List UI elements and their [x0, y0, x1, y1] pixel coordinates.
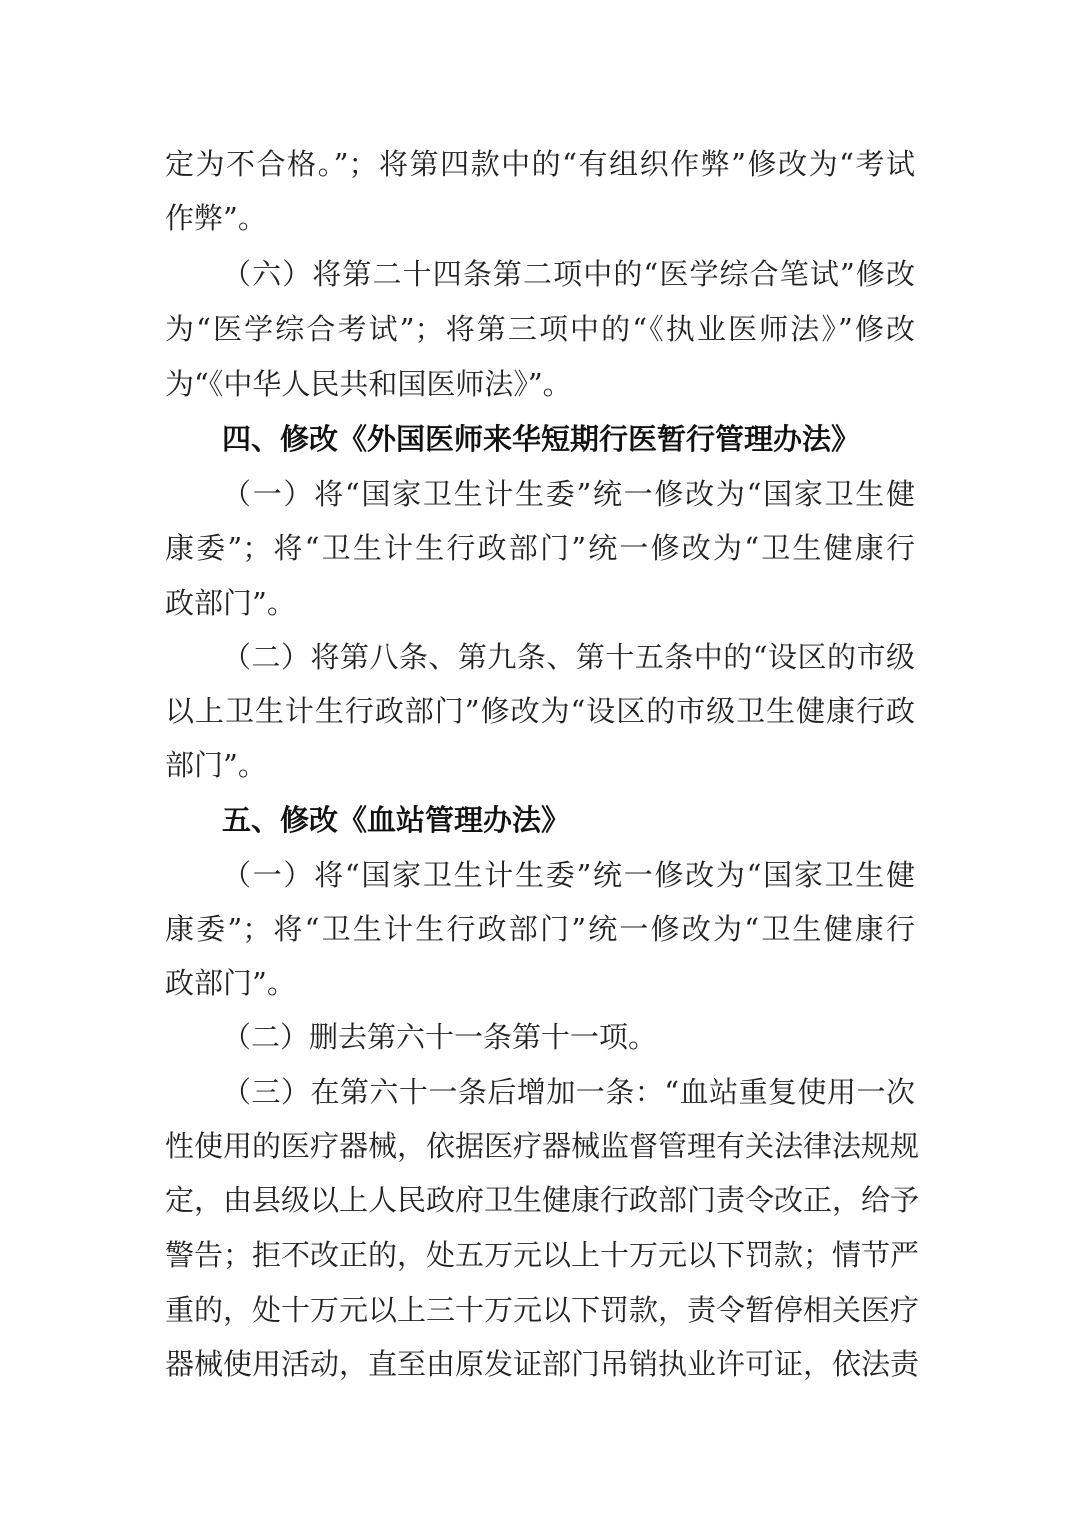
- text-line: 性使用的医疗器械，依据医疗器械监督管理有关法律法规规: [165, 1129, 920, 1163]
- section-heading-four: 四、修改《外国医师来华短期行医暂行管理办法》: [222, 422, 861, 456]
- paragraph-item-two: （二）将第八条、第九条、第十五条中的“设区的市级: [222, 640, 915, 674]
- text-line: 定，由县级以上人民政府卫生健康行政部门责令改正，给予: [165, 1183, 920, 1217]
- paragraph-item-three: （三）在第六十一条后增加一条：“血站重复使用一次: [222, 1075, 915, 1109]
- text-line: 为“医学综合考试”；将第三项中的“《执业医师法》”修改: [165, 312, 915, 346]
- section-heading-five: 五、修改《血站管理办法》: [222, 803, 571, 837]
- text-line: 以上卫生计生行政部门”修改为“设区的市级卫生健康行政: [165, 694, 915, 728]
- text-line: 康委”；将“卫生计生行政部门”统一修改为“卫生健康行: [165, 531, 915, 565]
- paragraph-item-one: （一）将“国家卫生计生委”统一修改为“国家卫生健: [222, 477, 915, 511]
- text-line: 为“《中华人民共和国医师法》”。: [165, 367, 572, 401]
- text-line: 重的，处十万元以上三十万元以下罚款，责令暂停相关医疗: [165, 1293, 920, 1327]
- text-line: 定为不合格。”；将第四款中的“有组织作弊”修改为“考试: [165, 147, 915, 181]
- text-line: 器械使用活动，直至由原发证部门吊销执业许可证，依法责: [165, 1347, 920, 1381]
- text-line: 作弊”。: [165, 201, 267, 235]
- text-line: 部门”。: [165, 748, 267, 782]
- text-line: 康委”；将“卫生计生行政部门”统一修改为“卫生健康行: [165, 912, 915, 946]
- text-line: 警告；拒不改正的，处五万元以上十万元以下罚款；情节严: [165, 1238, 920, 1272]
- paragraph-item-six: （六）将第二十四条第二项中的“医学综合笔试”修改: [222, 257, 915, 291]
- text-line: 政部门”。: [165, 586, 296, 620]
- paragraph-item-two: （二）删去第六十一条第十一项。: [222, 1020, 658, 1054]
- text-line: 政部门”。: [165, 966, 296, 1000]
- paragraph-item-one: （一）将“国家卫生计生委”统一修改为“国家卫生健: [222, 858, 915, 892]
